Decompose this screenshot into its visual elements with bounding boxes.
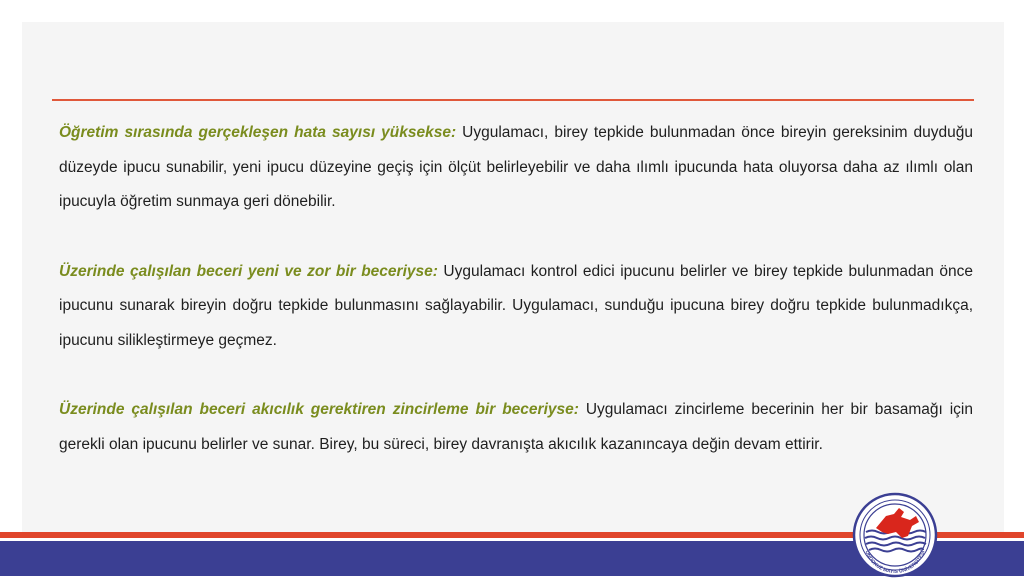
paragraph-lead: Öğretim sırasında gerçekleşen hata sayısı yüksekse: — [59, 124, 457, 141]
paragraph-error-count — [59, 116, 973, 220]
paragraph-new-skill — [59, 255, 973, 359]
paragraph-text: Uygulamacı kontrol edici ipucunu belirler ve birey tepkide bulunmadan önce ipucunu sunarak bireyin doğru tepkide bulunmasını sağlayabilir. Uygulamacı, sunduğu ipucuna birey doğru tepkide bulunmadıkça, ipucunu silikleştirmeye geçmez. — [59, 262, 973, 349]
paragraph-text: Uygulamacı, birey tepkide bulunmadan önce bireyin gereksinim duyduğu düzeyde ipucu sunabilir, yeni ipucu düzeyine geçiş için ölçüt belirleyebilir ve daha ılımlı ipucunda hata oluyorsa daha az ılımlı olan ipucuyla öğretim sunmaya geri dönebilir. — [59, 124, 973, 210]
header-divider — [52, 99, 974, 101]
paragraph-lead: Üzerinde çalışılan beceri yeni ve zor bir beceriyse: — [59, 262, 438, 280]
slide-body — [59, 116, 973, 462]
svg-text:ONDOKUZ MAYIS ÜNİVERSİTESİ: ONDOKUZ MAYIS ÜNİVERSİTESİ — [863, 549, 927, 576]
paragraph-lead: Üzerinde çalışılan beceri akıcılık gerektiren zincirleme bir beceriyse: — [59, 401, 579, 418]
paragraph-text: Uygulamacı zincirleme becerinin her bir basamağı için gerekli olan ipucunu belirler ve sunar. Birey, bu süreci, birey davranışta akıcılık kazanıncaya değin devam ettirir. — [59, 401, 973, 453]
university-seal-icon — [852, 492, 938, 578]
paragraph-chaining-skill — [59, 393, 973, 462]
